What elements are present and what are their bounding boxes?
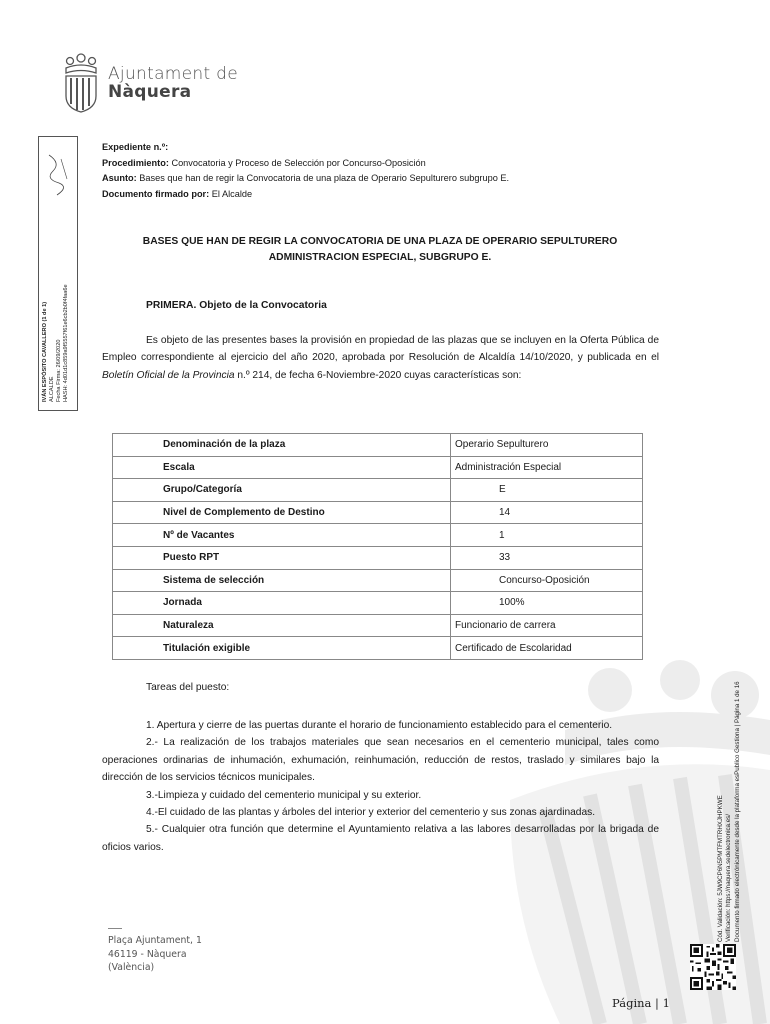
table-value: E bbox=[451, 479, 643, 502]
table-value: 100% bbox=[451, 592, 643, 615]
validation-url[interactable]: Verificación: https://naquera.sedelectronica.es/ bbox=[725, 814, 733, 942]
table-key: Sistema de selección bbox=[113, 569, 451, 592]
procedimiento-label: Procedimiento: bbox=[102, 157, 169, 168]
list-item: 1. Apertura y cierre de las puertas durante el horario de funcionamiento establecido para el cementerio. bbox=[146, 720, 613, 731]
intro-part2: n.º 214, de fecha 6-Noviembre-2020 cuyas características son: bbox=[234, 369, 522, 381]
signer-role: ALCALDE bbox=[49, 376, 55, 402]
table-row bbox=[113, 501, 643, 524]
table-value: Certificado de Escolaridad bbox=[451, 637, 643, 660]
signer-name: IVÁN ESPÓSITO CAVALLERO (1 de 1) bbox=[42, 301, 48, 402]
page-number: Página | 1 bbox=[612, 996, 670, 1010]
validation-strip bbox=[712, 590, 766, 942]
firmado-label: Documento firmado por: bbox=[102, 188, 210, 199]
table-key: Naturaleza bbox=[113, 614, 451, 637]
validation-note: Documento firmado electrónicamente desde la plataforma esPublico Gestiona | Página 1 de 16 bbox=[733, 681, 741, 942]
table-key: Jornada bbox=[113, 592, 451, 615]
intro-paragraph bbox=[102, 332, 659, 384]
table-value: Operario Sepulturero bbox=[451, 434, 643, 457]
address-line1: Plaça Ajuntament, 1 bbox=[108, 935, 202, 946]
validation-text bbox=[712, 590, 766, 942]
org-line1: Ajuntament de bbox=[108, 64, 238, 84]
table-key: Escala bbox=[113, 456, 451, 479]
table-row bbox=[113, 546, 643, 569]
procedimiento-value: Convocatoria y Proceso de Selección por Concurso-Oposición bbox=[171, 157, 426, 168]
intro-italic: Boletín Oficial de la Provincia bbox=[102, 369, 235, 381]
table-key: Nivel de Complemento de Destino bbox=[113, 501, 451, 524]
asunto-label: Asunto: bbox=[102, 173, 137, 183]
table-row bbox=[113, 479, 643, 502]
expediente-row bbox=[102, 140, 509, 156]
coat-of-arms-logo bbox=[62, 52, 100, 114]
section-heading: PRIMERA. Objeto de la Convocatoria bbox=[146, 300, 327, 311]
document-meta bbox=[102, 140, 509, 202]
document-title bbox=[100, 234, 660, 266]
list-item: 2.- La realización de los trabajos materiales que sean necesarios en el cementerio municipal, tales como operaciones ordinarias de inhumación, exhumación, reinhumación, reducción de restos, traslado y similares bajo la dirección de los servicios técnicos municipales. bbox=[102, 737, 659, 784]
table-row bbox=[113, 614, 643, 637]
procedimiento-row bbox=[102, 156, 509, 172]
footer-divider bbox=[108, 928, 122, 929]
table-key: Titulación exigible bbox=[113, 637, 451, 660]
list-item: 3.-Limpieza y cuidado del cementerio municipal y su exterior. bbox=[146, 789, 422, 801]
table-key: Puesto RPT bbox=[113, 546, 451, 569]
signature-date: Fecha Firma: 26/09/2020 bbox=[56, 339, 62, 402]
list-item: 4.-El cuidado de las plantas y árboles del interior y exterior del cementerio y sus zonas ajardinadas. bbox=[146, 807, 596, 819]
table-key: Denominación de la plaza bbox=[113, 434, 451, 457]
qr-code-icon[interactable] bbox=[690, 944, 736, 990]
asunto-row bbox=[102, 171, 509, 187]
table-row bbox=[113, 434, 643, 457]
table-value: 33 bbox=[451, 546, 643, 569]
title-line1: BASES QUE HAN DE REGIR LA CONVOCATORIA DE UNA PLAZA DE OPERARIO SEPULTURERO bbox=[142, 236, 618, 247]
characteristics-table bbox=[112, 433, 643, 660]
table-row bbox=[113, 569, 643, 592]
tareas-list bbox=[102, 717, 659, 856]
list-item: 5.- Cualquier otra función que determine el Ayuntamiento relativa a las labores desarrolladas por la brigada de oficios varios. bbox=[102, 824, 659, 853]
validation-code: Cód. Validación: 5JW9CP6N5PMTFMTRHXJHPKWE bbox=[717, 795, 724, 942]
table-value: Funcionario de carrera bbox=[451, 614, 643, 637]
signature-hash: HASH: 4d01d1c859a9f5557f61e6cb2b0f4faa6e bbox=[63, 284, 69, 402]
table-key: Nº de Vacantes bbox=[113, 524, 451, 547]
address-line2: 46119 - Nàquera bbox=[108, 948, 187, 960]
table-value: 1 bbox=[451, 524, 643, 547]
table-row bbox=[113, 592, 643, 615]
table-value: 14 bbox=[451, 501, 643, 524]
signature-text bbox=[39, 137, 77, 410]
title-line2: ADMINISTRACION ESPECIAL, SUBGRUPO E. bbox=[268, 252, 492, 263]
firmado-value: El Alcalde bbox=[211, 188, 253, 199]
intro-part1: Es objeto de las presentes bases la provisión en propiedad de las plazas que se incluyen en la Oferta Pública de Empleo correspondiente al ejercicio del año 2020, aprobada por Resolución de Alcaldía 14/10/2020, y publicada en el bbox=[102, 335, 659, 364]
signature-box bbox=[38, 136, 78, 411]
table-key: Grupo/Categoría bbox=[113, 479, 451, 502]
table-row bbox=[113, 456, 643, 479]
footer-address bbox=[108, 934, 202, 975]
table-row bbox=[113, 524, 643, 547]
asunto-value: Bases que han de regir la Convocatoria de una plaza de Operario Sepulturero subgrupo E. bbox=[139, 173, 510, 183]
table-value: Administración Especial bbox=[451, 456, 643, 479]
org-line2: Nàquera bbox=[108, 81, 192, 102]
expediente-label: Expediente n.º: bbox=[102, 142, 169, 152]
table-value: Concurso-Oposición bbox=[451, 569, 643, 592]
tareas-heading: Tareas del puesto: bbox=[146, 682, 230, 693]
firmado-row bbox=[102, 187, 509, 203]
address-line3: (València) bbox=[108, 962, 155, 973]
table-row bbox=[113, 637, 643, 660]
organization-name bbox=[108, 66, 238, 102]
